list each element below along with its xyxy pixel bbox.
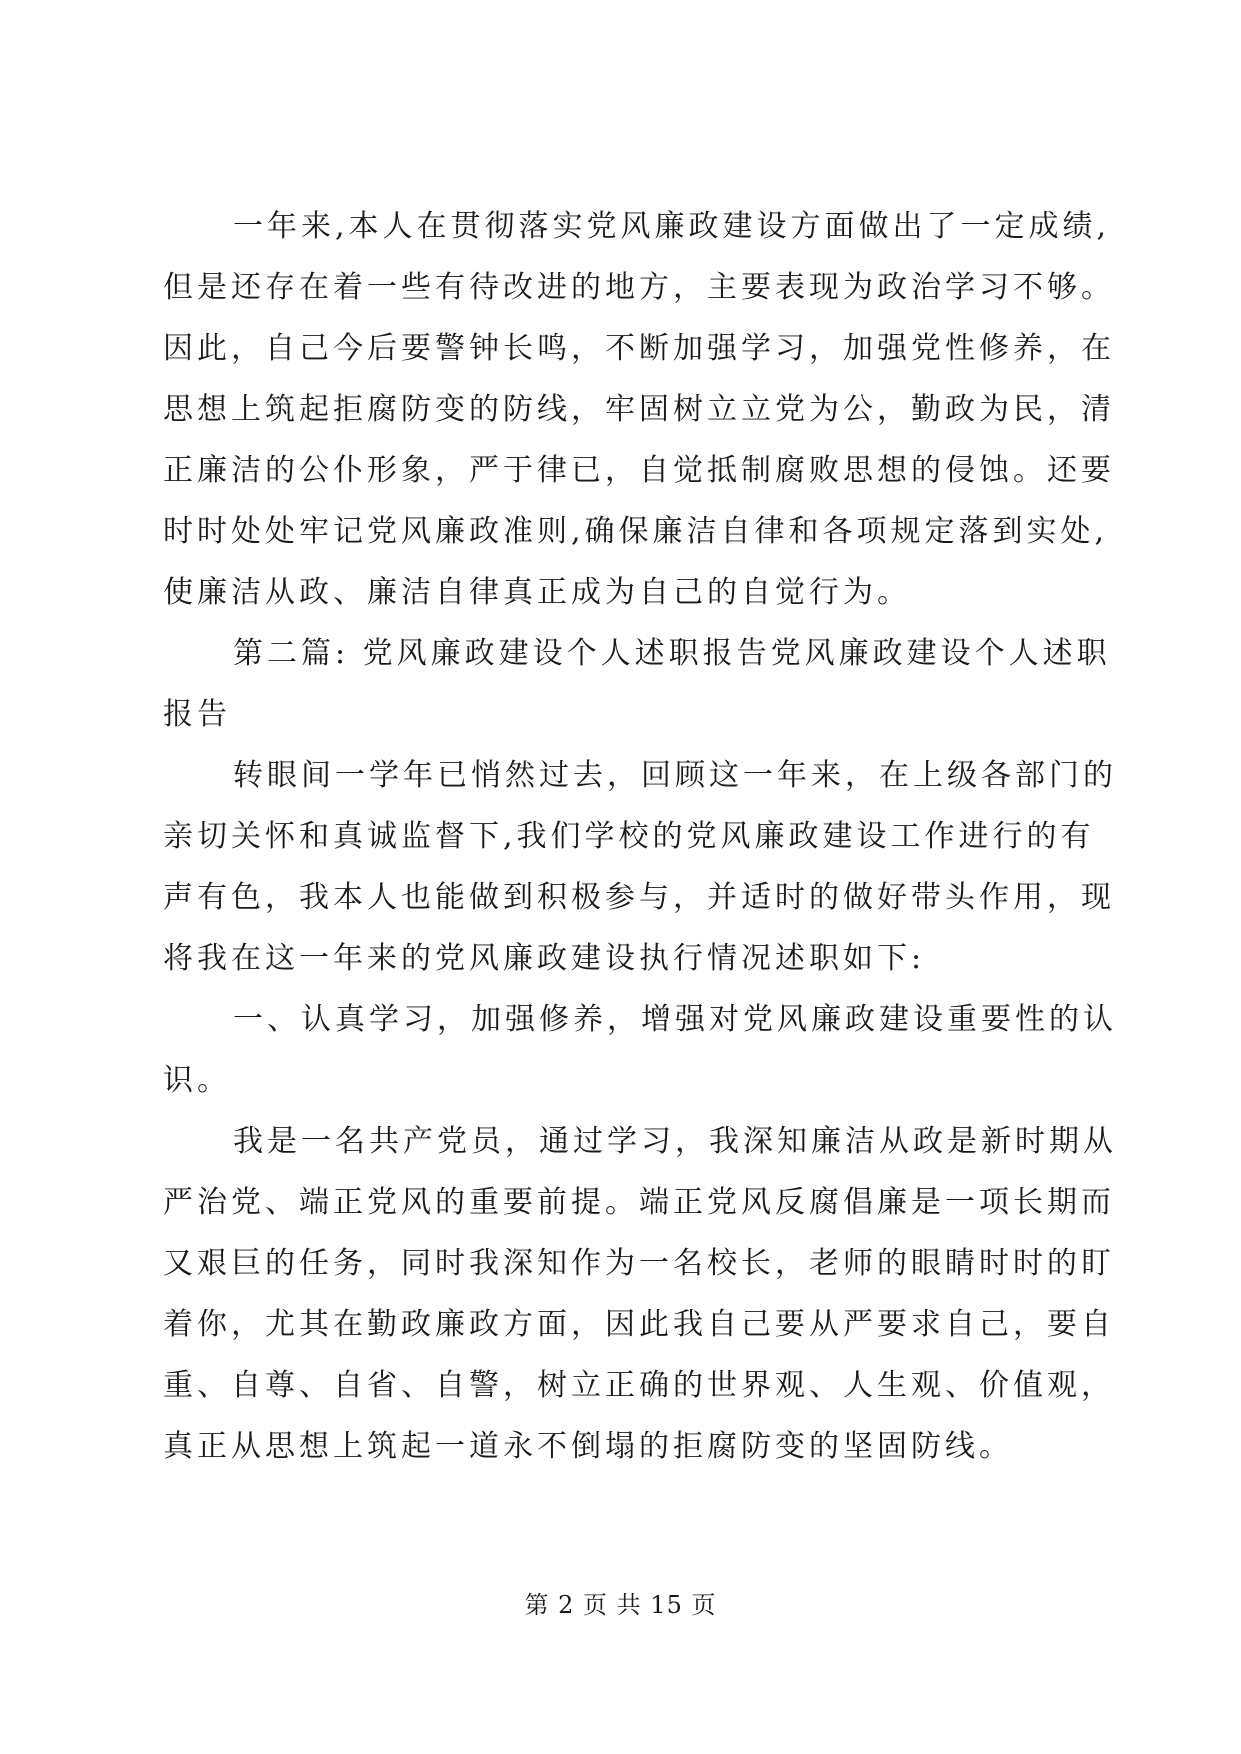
paragraph-line: 又艰巨的任务，同时我深知作为一名校长，老师的眼睛时时的盯 [163, 1246, 1115, 1281]
paragraph-line: 正廉洁的公仆形象，严于律已，自觉抵制腐败思想的侵蚀。还要 [163, 453, 1115, 488]
paragraph-line: 时时处处牢记党风廉政准则,确保廉洁自律和各项规定落到实处, [163, 514, 1109, 549]
paragraph-line: 但是还存在着一些有待改进的地方，主要表现为政治学习不够。 [163, 270, 1115, 305]
paragraph-line: 严治党、端正党风的重要前提。端正党风反腐倡廉是一项长期而 [163, 1185, 1115, 1220]
paragraph-line: 重、自尊、自省、自警，树立正确的世界观、人生观、价值观， [163, 1368, 1115, 1403]
paragraph-line: 亲切关怀和真诚监督下,我们学校的党风廉政建设工作进行的有 [163, 819, 1095, 854]
paragraph-line: 将我在这一年来的党风廉政建设执行情况述职如下: [163, 941, 926, 976]
paragraph-line: 真正从思想上筑起一道永不倒塌的拒腐防变的坚固防线。 [163, 1429, 1013, 1464]
paragraph-line: 使廉洁从政、廉洁自律真正成为自己的自觉行为。 [163, 575, 911, 610]
page-number-footer: 第 2 页 共 15 页 [524, 1591, 717, 1619]
paragraph-line: 因此，自己今后要警钟长鸣，不断加强学习，加强党性修养，在 [163, 331, 1115, 366]
paragraph-line: 转眼间一学年已悄然过去，回顾这一年来，在上级各部门的 [233, 758, 1117, 793]
paragraph-line: 着你，尤其在勤政廉政方面，因此我自己要从严要求自己，要自 [163, 1307, 1115, 1342]
document-body [163, 196, 1117, 1477]
subheading-line: 识。 [163, 1063, 231, 1098]
section-heading-line: 第二篇: 党风廉政建设个人述职报告党风廉政建设个人述职 [233, 636, 1111, 671]
paragraph-line: 我是一名共产党员，通过学习，我深知廉洁从政是新时期从 [233, 1124, 1117, 1159]
section-heading-line: 报告 [163, 697, 231, 732]
paragraph-line: 一年来,本人在贯彻落实党风廉政建设方面做出了一定成绩, [233, 209, 1111, 244]
paragraph-line: 思想上筑起拒腐防变的防线，牢固树立立党为公，勤政为民，清 [163, 392, 1115, 427]
paragraph-line: 声有色，我本人也能做到积极参与，并适时的做好带头作用，现 [163, 880, 1115, 915]
subheading-line: 一、认真学习，加强修养，增强对党风廉政建设重要性的认 [233, 1002, 1117, 1037]
